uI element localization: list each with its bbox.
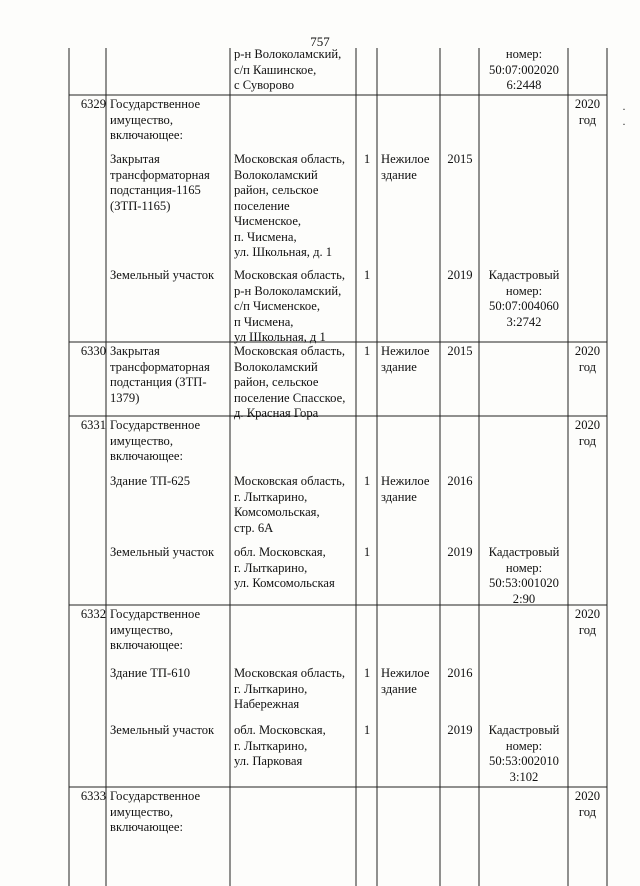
period-cell: год — [578, 433, 597, 448]
item-year: 2019 — [447, 268, 473, 282]
page-number: 757 — [310, 34, 330, 49]
item-cadastral: номер: — [505, 47, 543, 61]
item-address: р-н Волоколамский, — [234, 283, 342, 298]
item-type: Нежилое — [381, 474, 430, 488]
item-address: Московская область, — [234, 152, 346, 166]
row-number: 6333 — [80, 789, 106, 803]
item-cadastral: 2:90 — [512, 591, 536, 606]
item-address: район, сельское — [234, 183, 319, 197]
item-year: 2019 — [447, 723, 473, 737]
row-number: 6332 — [80, 607, 106, 621]
item-name: подстанция-1165 — [110, 183, 201, 197]
item-address: Московская область, — [234, 344, 346, 358]
item-address: Московская область, — [234, 268, 346, 282]
item-name: трансформаторная — [110, 167, 210, 182]
item-name: Государственное — [110, 97, 201, 111]
item-name: Государственное — [110, 789, 201, 803]
item-address: поселение — [234, 198, 290, 213]
item-address: г. Лыткарино, — [234, 489, 308, 504]
item-name: Земельный участок — [110, 268, 215, 282]
period-cell: 2020 — [574, 607, 601, 621]
item-address: р-н Волоколамский, — [234, 47, 342, 61]
item-address: Набережная — [234, 697, 300, 711]
item-name: Здание ТП-625 — [110, 474, 191, 488]
period-cell: год — [578, 622, 597, 637]
item-quantity: 1 — [363, 344, 371, 358]
period-cell: год — [578, 804, 597, 819]
item-quantity: 1 — [363, 474, 371, 488]
item-address: с Суворово — [234, 78, 295, 92]
item-type: здание — [381, 681, 417, 696]
item-address: район, сельское — [234, 375, 319, 389]
item-address: Комсомольская, — [234, 505, 320, 519]
row-number: 6331 — [80, 418, 106, 432]
item-address: Московская область, — [234, 474, 346, 488]
item-name: включающее: — [110, 449, 183, 463]
item-year: 2015 — [447, 344, 473, 358]
period-cell: 2020 — [574, 789, 601, 803]
period-cell: год — [578, 112, 597, 127]
item-name: Закрытая — [110, 344, 160, 358]
item-address: ул. Школьная, д. 1 — [234, 245, 333, 259]
item-type: Нежилое — [381, 152, 430, 166]
item-year: 2015 — [447, 152, 473, 166]
item-name: (ЗТП-1165) — [110, 198, 171, 213]
item-name: включающее: — [110, 638, 183, 652]
item-year: 2019 — [447, 545, 473, 559]
item-address: ул Школьная, д 1 — [234, 330, 326, 344]
item-address: п Чисмена, — [234, 314, 294, 329]
item-address: ул. Комсомольская — [234, 576, 335, 590]
item-year: 2016 — [447, 474, 473, 488]
item-address: д. Красная Гора — [234, 406, 319, 420]
item-type: Нежилое — [381, 344, 430, 358]
item-name: Государственное — [110, 418, 201, 432]
item-name: имущество, — [110, 622, 174, 637]
item-address: поселение Спасское, — [234, 390, 346, 405]
period-cell: 2020 — [574, 344, 601, 358]
item-cadastral: 3:2742 — [506, 314, 542, 329]
period-cell: год — [578, 359, 597, 374]
item-name: Закрытая — [110, 152, 160, 166]
row-number: 6329 — [80, 97, 106, 111]
item-cadastral: 6:2448 — [506, 78, 542, 92]
item-cadastral: 50:53:002010 — [489, 754, 559, 768]
item-address: с/п Кашинское, — [234, 62, 317, 77]
item-name: трансформаторная — [110, 359, 210, 374]
item-quantity: 1 — [363, 723, 371, 737]
item-cadastral: Кадастровый — [488, 723, 560, 737]
item-type: здание — [381, 359, 417, 374]
item-address: обл. Московская, — [234, 723, 326, 737]
item-cadastral: 50:53:001020 — [489, 576, 559, 590]
item-address: обл. Московская, — [234, 545, 326, 559]
period-cell: 2020 — [574, 97, 601, 111]
item-quantity: 1 — [363, 545, 371, 559]
item-address: Чисменское, — [234, 214, 302, 228]
item-cadastral: 50:07:002020 — [489, 62, 559, 77]
item-type: здание — [381, 167, 417, 182]
item-cadastral: 50:07:004060 — [489, 299, 559, 313]
item-quantity: 1 — [363, 666, 371, 680]
item-cadastral: Кадастровый — [488, 268, 560, 282]
item-name: имущество, — [110, 112, 174, 127]
item-name: подстанция (ЗТП- — [110, 375, 207, 389]
item-address: г. Лыткарино, — [234, 738, 308, 753]
item-name: Государственное — [110, 607, 201, 621]
item-name: имущество, — [110, 804, 174, 819]
item-address: Московская область, — [234, 666, 346, 680]
item-address: Волоколамский — [234, 359, 318, 374]
item-type: здание — [381, 489, 417, 504]
item-year: 2016 — [447, 666, 473, 680]
item-address: ул. Парковая — [234, 754, 303, 768]
item-cadastral: номер: — [505, 560, 543, 575]
item-address: г. Лыткарино, — [234, 560, 308, 575]
item-cadastral: Кадастровый — [488, 545, 560, 559]
item-address: стр. 6А — [234, 520, 274, 535]
period-cell: 2020 — [574, 418, 601, 432]
item-address: г. Лыткарино, — [234, 681, 308, 696]
item-name: включающее: — [110, 820, 183, 834]
item-name: Земельный участок — [110, 723, 215, 737]
item-cadastral: номер: — [505, 283, 543, 298]
item-cadastral: 3:102 — [509, 769, 539, 784]
item-address: Волоколамский — [234, 167, 318, 182]
item-name: включающее: — [110, 128, 183, 142]
item-address: с/п Чисменское, — [234, 299, 321, 313]
item-quantity: 1 — [363, 268, 371, 282]
item-name: Земельный участок — [110, 545, 215, 559]
item-cadastral: номер: — [505, 738, 543, 753]
row-number: 6330 — [80, 344, 106, 358]
item-name: 1379) — [110, 390, 140, 405]
item-quantity: 1 — [363, 152, 371, 166]
item-name: Здание ТП-610 — [110, 666, 191, 680]
margin-mark: · · — [622, 102, 629, 131]
item-type: Нежилое — [381, 666, 430, 680]
item-address: п. Чисмена, — [234, 229, 297, 244]
item-name: имущество, — [110, 433, 174, 448]
